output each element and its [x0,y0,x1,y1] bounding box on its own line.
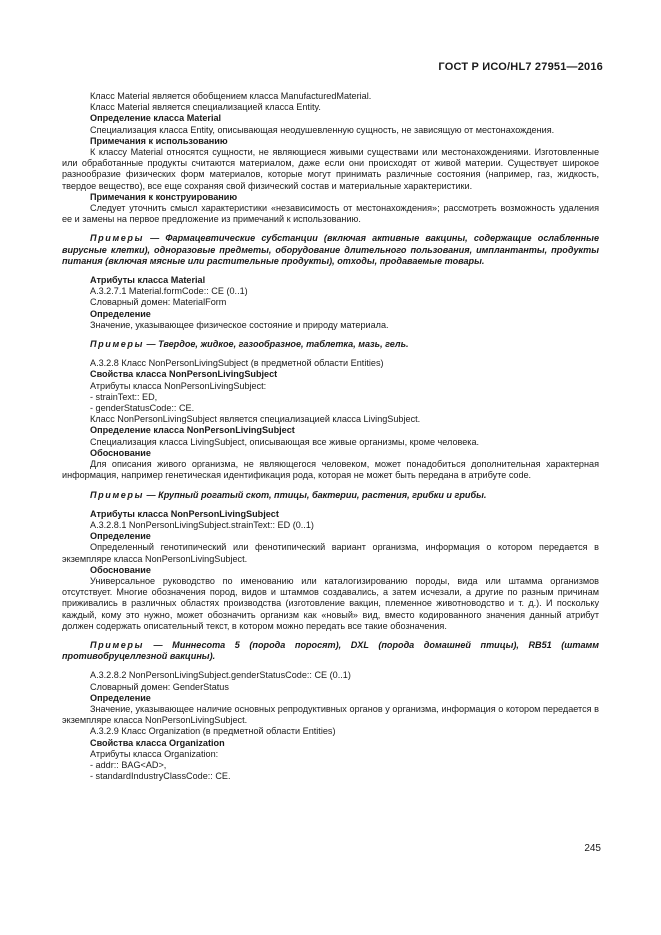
text-line: A.3.2.8 Класс NonPersonLivingSubject (в предметной области Entities) [90,358,384,369]
list-item: - genderStatusCode:: CE. [90,403,195,414]
paragraph: Значение, указывающее наличие основных репродуктивных органов у организма, информация о котором передается в экземпляре класса NonPersonLivingSubject. [62,703,599,726]
example-label: Примеры [90,339,144,350]
example-block [62,233,599,267]
paragraph: Для описания живого организма, не являющегося человеком, может понадобиться дополнительная характерная информация, например генетическая идентификация рода, которая не может быть передана в атрибуте code. [62,459,599,481]
heading: Примечания к конструированию [90,191,238,202]
list-item: - strainText:: ED, [90,391,158,402]
heading: Определение [90,692,151,703]
heading: Определение [90,308,151,319]
list-item: - standardIndustryClassCode:: CE. [90,771,231,782]
text-line: A.3.2.7.1 Material.formCode:: CE (0..1) [90,286,248,297]
heading: Атрибуты класса Material [90,275,206,286]
text-line: Специализация класса LivingSubject, описывающая все живые организмы, кроме человека. [90,436,480,447]
paragraph: Определенный генотипический или фенотипический вариант организма, информация о котором передается в экземпляре класса NonPersonLivingSubject. [62,542,599,564]
example-text: — Миннесота 5 (порода поросят), DXL (порода домашней птицы), RB51 (штамм противобруцеллезной вакцины). [62,639,599,662]
heading: Обоснование [90,564,151,575]
heading: Обоснование [90,447,151,458]
paragraph: Универсальное руководство по именованию или каталогизированию породы, вида или штамма организмов отсутствует. Многие обозначения пород, видов и штаммов создавались, а затем исчезали, а другие по разным причинам приживались в различных областях производства (изготовление вакцин, племенное животноводство и т. д.). И поскольку каждый, кому это нужно, может обозначить организм как «новый» вид, вместо кодированного значения данный атрибут должен содержать описательный текст, в котором можно передать все такие обозначения. [62,575,599,631]
example-label: Примеры [90,489,144,500]
text-line: Словарный домен: GenderStatus [90,681,229,692]
example-text: — Твердое, жидкое, газообразное, таблетка, мазь, гель. [143,339,409,350]
example-text: — Крупный рогатый скот, птицы, бактерии, растения, грибки и грибы. [143,489,487,500]
heading: Примечания к использованию [90,135,228,146]
example-label: Примеры [90,233,144,244]
text-line: Класс Material является специализацией класса Entity. [90,102,321,113]
heading: Свойства класса Organization [90,737,225,748]
text-line: A.3.2.9 Класс Organization (в предметной области Entities) [90,726,336,737]
example-block [62,640,599,662]
text-line: Атрибуты класса NonPersonLivingSubject: [90,380,267,391]
list-item: - addr:: BAG<AD>, [90,759,167,770]
page-body [62,91,599,782]
text-line: Класс Material является обобщением класса ManufacturedMaterial. [90,91,372,101]
example-block [62,339,599,350]
text-line: A.3.2.8.2 NonPersonLivingSubject.genderStatusCode:: CE (0..1) [90,670,351,681]
paragraph: К классу Material относятся сущности, не являющиеся живыми существами или местонахождениями. Изготовленные или обработанные продукты считаются материалом, даже если они происходят от живой материи. Существует широкое разнообразие физических форм материалов, которые могут принимать различные состояния (например, газ, жидкость, твердое вещество), все еще сохраняя свой физический состав и материальные характеристики. [62,147,599,191]
heading: Атрибуты класса NonPersonLivingSubject [90,508,279,519]
text-line: A.3.2.8.1 NonPersonLivingSubject.strainText:: ED (0..1) [90,519,314,530]
text-line: Атрибуты класса Organization: [90,748,219,759]
heading: Свойства класса NonPersonLivingSubject [90,369,278,380]
text-line: Значение, указывающее физическое состояние и природу материала. [90,319,389,330]
text-line: Специализация класса Entity, описывающая неодушевленную сущность, не зависящую от местонахождения. [90,124,555,135]
heading: Определение [90,531,151,542]
text-line: Класс NonPersonLivingSubject является специализацией класса LivingSubject. [90,414,421,425]
heading: Определение класса NonPersonLivingSubject [90,425,295,436]
example-block [62,490,599,501]
text-line: Словарный домен: MaterialForm [90,297,227,308]
standard-header: ГОСТ Р ИСО/HL7 27951—2016 [438,61,603,73]
heading: Определение класса Material [90,113,222,124]
page-number: 245 [584,843,601,854]
example-label: Примеры [90,639,144,650]
example-text: — Фармацевтические субстанции (включая активные вакцины, содержащие ослабленные вирусные клетки), одноразовые предметы, оборудование длительного пользования, имплантанты, продукты питания (включая мясные или растительные продукты), отходы, продаваемые товары. [62,233,599,266]
paragraph: Следует уточнить смысл характеристики «независимость от местонахождения»; рассмотреть возможность удаления ее и замены на первое предложение из примечаний к использованию. [62,203,599,225]
